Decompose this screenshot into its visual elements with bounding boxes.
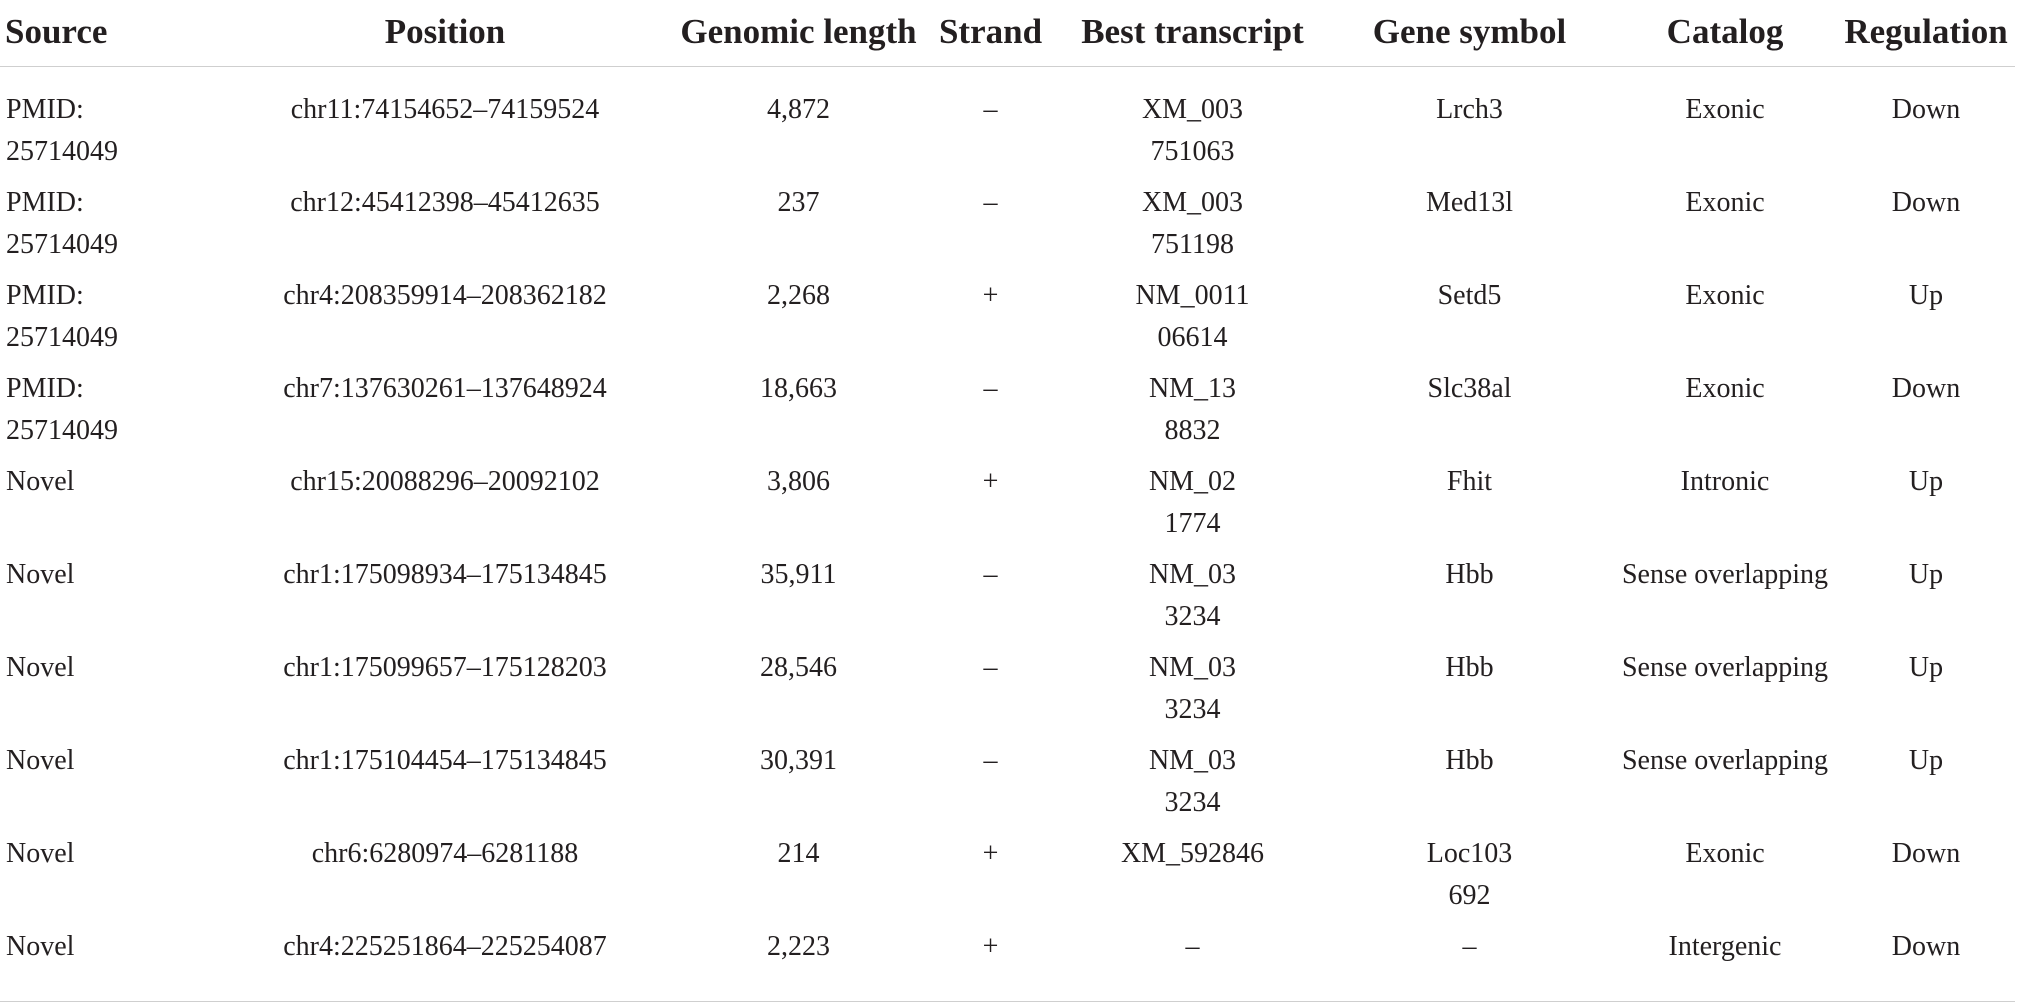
cell-regulation: Up: [1908, 465, 1944, 497]
header-gene-symbol: Gene symbol: [1326, 0, 1613, 67]
cell-strand: +: [982, 837, 999, 869]
cell-gene-symbol-line: 692: [1448, 879, 1491, 911]
cell-source: [0, 271, 215, 364]
cell-best-transcript-line: NM_03: [1148, 651, 1237, 683]
cell-position: chr1:175104454–175134845: [283, 744, 607, 776]
cell-catalog: Exonic: [1685, 279, 1765, 311]
cell-genomic-length: 30,391: [760, 744, 837, 776]
cell-genomic-length: 3,806: [767, 465, 830, 497]
cell-best-transcript-line: XM_592846: [1120, 837, 1265, 869]
cell-position: chr11:74154652–74159524: [290, 94, 600, 125]
cell-source: [0, 829, 215, 922]
cell-catalog: Exonic: [1685, 372, 1765, 404]
cell-source: [0, 67, 215, 178]
cell-position: chr4:225251864–225254087: [215, 922, 675, 1002]
cell-best-transcript: [1059, 271, 1326, 364]
cell-genomic-length: 28,546: [760, 651, 837, 683]
cell-source-line: PMID:: [6, 94, 84, 125]
cell-gene-symbol-line: –: [1462, 930, 1477, 962]
cell-catalog: Sense overlapping: [1621, 651, 1829, 683]
cell-catalog: Intronic: [1680, 465, 1770, 497]
cell-best-transcript: [1059, 550, 1326, 643]
cell-source-line: Novel: [6, 837, 75, 869]
header-source: Source: [0, 0, 215, 67]
header-row: [0, 0, 2015, 67]
cell-catalog: Sense overlapping: [1621, 744, 1829, 776]
cell-best-transcript-line: XM_003: [1141, 186, 1244, 218]
cell-genomic-length: 18,663: [760, 372, 837, 404]
cell-gene-symbol: [1326, 457, 1613, 550]
cell-source-line: Novel: [6, 651, 75, 683]
table-row: [0, 829, 2015, 922]
cell-position: chr15:20088296–20092102: [290, 465, 600, 497]
table-row: [0, 550, 2015, 643]
header-best-transcript: Best transcript: [1059, 0, 1326, 67]
cell-source-line: PMID:: [6, 279, 84, 311]
cell-genomic-length: 35,911: [760, 558, 837, 590]
cell-best-transcript-line: NM_13: [1148, 372, 1237, 404]
cell-source-line: Novel: [6, 558, 75, 590]
cell-gene-symbol: [1326, 271, 1613, 364]
cell-regulation: Down: [1891, 372, 1961, 404]
cell-source: [0, 736, 215, 829]
cell-best-transcript: [1059, 736, 1326, 829]
cell-catalog: Exonic: [1685, 94, 1765, 125]
cell-best-transcript: [1059, 922, 1326, 1002]
table-row: [0, 643, 2015, 736]
cell-source-line: Novel: [6, 930, 75, 962]
cell-position: chr6:6280974–6281188: [311, 837, 579, 869]
cell-strand: –: [983, 558, 998, 590]
cell-gene-symbol-line: Loc103: [1426, 837, 1513, 869]
table-row: [0, 271, 2015, 364]
cell-source-line: Novel: [6, 465, 75, 497]
table-body: [0, 67, 2015, 1002]
cell-gene-symbol: [1326, 736, 1613, 829]
cell-position: chr1:175099657–175128203: [283, 651, 607, 683]
cell-best-transcript: [1059, 829, 1326, 922]
cell-best-transcript-line: 06614: [1157, 321, 1228, 353]
table-row: [0, 364, 2015, 457]
cell-gene-symbol: [1326, 643, 1613, 736]
cell-gene-symbol-line: Fhit: [1446, 465, 1493, 497]
cell-gene-symbol-line: Hbb: [1445, 651, 1494, 683]
cell-genomic-length: 214: [777, 837, 820, 869]
header-regulation: Regulation: [1837, 0, 2015, 67]
cell-regulation: Down: [1891, 837, 1961, 869]
cell-regulation: Up: [1908, 651, 1944, 683]
table-row: [0, 736, 2015, 829]
header-catalog: Catalog: [1613, 0, 1837, 67]
cell-best-transcript-line: 3234: [1164, 600, 1221, 632]
cell-strand: +: [922, 922, 1059, 1002]
cell-source-line: 25714049: [6, 321, 118, 353]
cell-gene-symbol: [1326, 67, 1613, 178]
cell-best-transcript: [1059, 364, 1326, 457]
cell-regulation: Up: [1908, 558, 1944, 590]
cell-strand: –: [983, 372, 998, 404]
cell-source-line: Novel: [6, 744, 75, 776]
cell-gene-symbol-line: Setd5: [1437, 279, 1502, 311]
cell-gene-symbol: [1326, 364, 1613, 457]
cell-best-transcript: [1059, 643, 1326, 736]
cell-best-transcript-line: NM_02: [1148, 465, 1237, 497]
cell-gene-symbol: [1326, 550, 1613, 643]
cell-gene-symbol: [1326, 922, 1613, 1002]
cell-best-transcript: [1059, 457, 1326, 550]
cell-gene-symbol-line: Hbb: [1445, 558, 1494, 590]
cell-source: [0, 643, 215, 736]
cell-gene-symbol-line: Lrch3: [1436, 94, 1503, 125]
cell-catalog: Exonic: [1685, 837, 1765, 869]
table-row: [0, 922, 2015, 1002]
cell-gene-symbol: [1326, 829, 1613, 922]
cell-gene-symbol-line: Hbb: [1445, 744, 1494, 776]
cell-best-transcript-line: 3234: [1164, 693, 1221, 725]
cell-gene-symbol: [1326, 178, 1613, 271]
cell-best-transcript-line: –: [1185, 930, 1200, 962]
cell-strand: –: [983, 94, 998, 125]
header-genomic-length: Genomic length: [675, 0, 922, 67]
cell-position: chr1:175098934–175134845: [283, 558, 607, 590]
table-header: [0, 0, 2015, 67]
cell-best-transcript-line: NM_03: [1148, 558, 1237, 590]
cell-genomic-length: 237: [777, 186, 820, 218]
cell-catalog: Sense overlapping: [1621, 558, 1829, 590]
cell-source: [0, 922, 215, 1002]
cell-source-line: 25714049: [6, 136, 118, 167]
cell-source-line: PMID:: [6, 372, 84, 404]
cell-regulation: Down: [1891, 94, 1961, 125]
table-row: [0, 457, 2015, 550]
cell-regulation: Up: [1908, 744, 1944, 776]
cell-strand: +: [982, 279, 999, 311]
cell-strand: –: [983, 651, 998, 683]
cell-strand: –: [983, 186, 998, 218]
cell-best-transcript-line: NM_03: [1148, 744, 1237, 776]
cell-catalog: Exonic: [1685, 186, 1765, 218]
cell-best-transcript-line: 1774: [1164, 507, 1221, 539]
cell-best-transcript-line: 8832: [1164, 414, 1221, 446]
cell-position: chr4:208359914–208362182: [283, 279, 607, 311]
header-position: Position: [215, 0, 675, 67]
cell-source-line: 25714049: [6, 414, 118, 446]
cell-best-transcript-line: 751063: [1150, 136, 1235, 167]
cell-regulation: Up: [1908, 279, 1944, 311]
cell-position: chr12:45412398–45412635: [290, 186, 600, 218]
header-strand: Strand: [922, 0, 1059, 67]
table-row: [0, 178, 2015, 271]
cell-genomic-length: 4,872: [767, 94, 830, 125]
cell-best-transcript-line: 751198: [1151, 228, 1234, 260]
cell-genomic-length: 2,223: [675, 922, 922, 1002]
cell-catalog: Intergenic: [1613, 922, 1837, 1002]
cell-source: [0, 550, 215, 643]
cell-gene-symbol-line: Slc38al: [1427, 372, 1512, 404]
cell-source: [0, 178, 215, 271]
cell-source: [0, 457, 215, 550]
cell-best-transcript-line: 3234: [1164, 786, 1221, 818]
cell-source-line: PMID:: [6, 186, 84, 218]
cell-position: chr7:137630261–137648924: [283, 372, 607, 404]
table-row: [0, 67, 2015, 178]
cell-strand: –: [983, 744, 998, 776]
cell-source-line: 25714049: [6, 228, 118, 260]
cell-source: [0, 364, 215, 457]
cell-genomic-length: 2,268: [767, 279, 830, 311]
cell-gene-symbol-line: Med13l: [1425, 186, 1514, 218]
cell-regulation: Down: [1891, 186, 1961, 218]
cell-best-transcript: [1059, 67, 1326, 178]
cell-strand: +: [982, 465, 999, 497]
cell-regulation: Down: [1837, 922, 2015, 1002]
cell-best-transcript-line: NM_0011: [1135, 279, 1250, 311]
cell-best-transcript-line: XM_003: [1141, 94, 1244, 125]
cell-best-transcript: [1059, 178, 1326, 271]
